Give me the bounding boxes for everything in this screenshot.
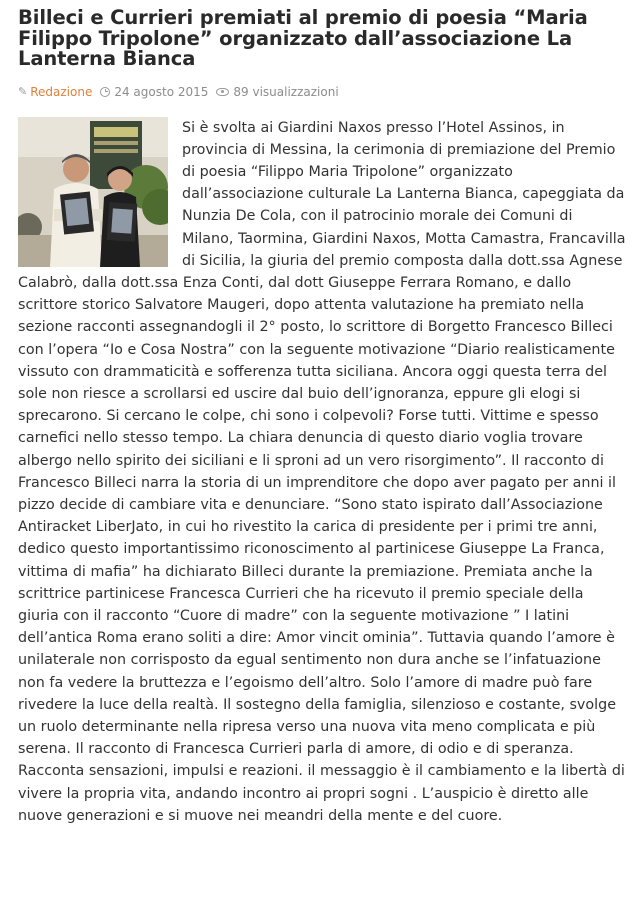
views-meta	[216, 83, 338, 101]
author-link[interactable]: Redazione	[30, 84, 93, 99]
article-meta	[18, 83, 628, 101]
article-text: Si è svolta ai Giardini Naxos presso l’Hotel Assinos, in provincia di Messina, la cerimonia di premiazione del Premio di poesia “Filippo Maria Tripolone” organizzato dall’associazione culturale La Lanterna Bianca, capeggiata da Nunzia De Cola, con il patrocinio morale dei Comuni di Milano, Taormina, Giardini Naxos, Motta Camastra, Francavilla di Sicilia, la giuria del premio composta dalla dott.ssa Agnese Calabrò, dalla dott.ssa Enza Conti, dal dott Giuseppe Ferrara Romano, e dallo scrittore storico Salvatore Maugeri, dopo attenta valutazione ha premiato nella sezione racconti assegnandogli il 2° posto, lo scrittore di Borgetto Francesco Billeci con l’opera “Io e Cosa Nostra” con la seguente motivazione “Diario realisticamente vissuto con drammaticità e sofferenza tutta siciliana. Ancora oggi questa terra del sole non riesce a scrollarsi ed uscire dal buio dell’ignoranza, eppure gli elogi si sprecarono. Si cercano le colpe, chi sono i colpevoli? Forse tutti. Vittime e spesso carnefici nello stesso tempo. La chiara denuncia di questo diario voglia trovare albergo nello spirito dei siciliani e li sproni ad un vero risorgimento”. Il racconto di Francesco Billeci narra la storia di un imprenditore che dopo aver pagato per anni il pizzo decide di cambiare vita e denunciare. “Sono stato ispirato dall’Associazione Antiracket LiberJato, in cui ho rivestito la carica di presidente per i primi tre anni, dedico questo importantissimo riconoscimento al partinicese Giuseppe La Franca, vittima di mafia” ha dichiarato Billeci durante la premiazione. Premiata anche la scrittrice partinicese Francesca Currieri che ha ricevuto il premio speciale della giuria con il racconto “Cuore di madre” con la seguente motivazione ” I latini dell’antica Roma erano soliti a dire: Amor vincit ominia”. Tuttavia quando l’amore è unilaterale non corrisposto da egual sentimento non dura anche se l’infatuazione non fa vedere la bruttezza e l’egoismo dell’altro. Solo l’amore di madre può fare rivedere la luce della realtà. Il sostegno della famiglia, silenzioso e costante, svolge un ruolo determinante nella ripresa verso una nuova vita meno complicata e più serena. Il racconto di Francesca Currieri parla di amore, di odio e di speranza. Racconta sensazioni, impulsi e reazioni. il messaggio è il cambiamento e la libertà di vivere la propria vita, andando incontro ai propri sogni . L’auspicio è diretto alle nuove generazioni e si muove nei meandri della mente e del cuore.	[18, 119, 626, 824]
award-photo[interactable]	[18, 117, 168, 267]
article-body	[18, 117, 628, 828]
view-count: 89 visualizzazioni	[233, 84, 339, 99]
clock-icon	[100, 87, 110, 97]
date-meta	[100, 83, 208, 101]
article	[18, 8, 628, 827]
article-title: Billeci e Currieri premiati al premio di poesia “Maria Filippo Tripolone” organizzato dall’associazione La Lanterna Bianca	[18, 6, 588, 70]
publish-date: 24 agosto 2015	[114, 84, 209, 99]
eye-icon	[216, 88, 229, 96]
author-meta	[18, 83, 92, 101]
pencil-icon: ✎	[18, 84, 28, 98]
award-photo-image	[18, 117, 168, 267]
